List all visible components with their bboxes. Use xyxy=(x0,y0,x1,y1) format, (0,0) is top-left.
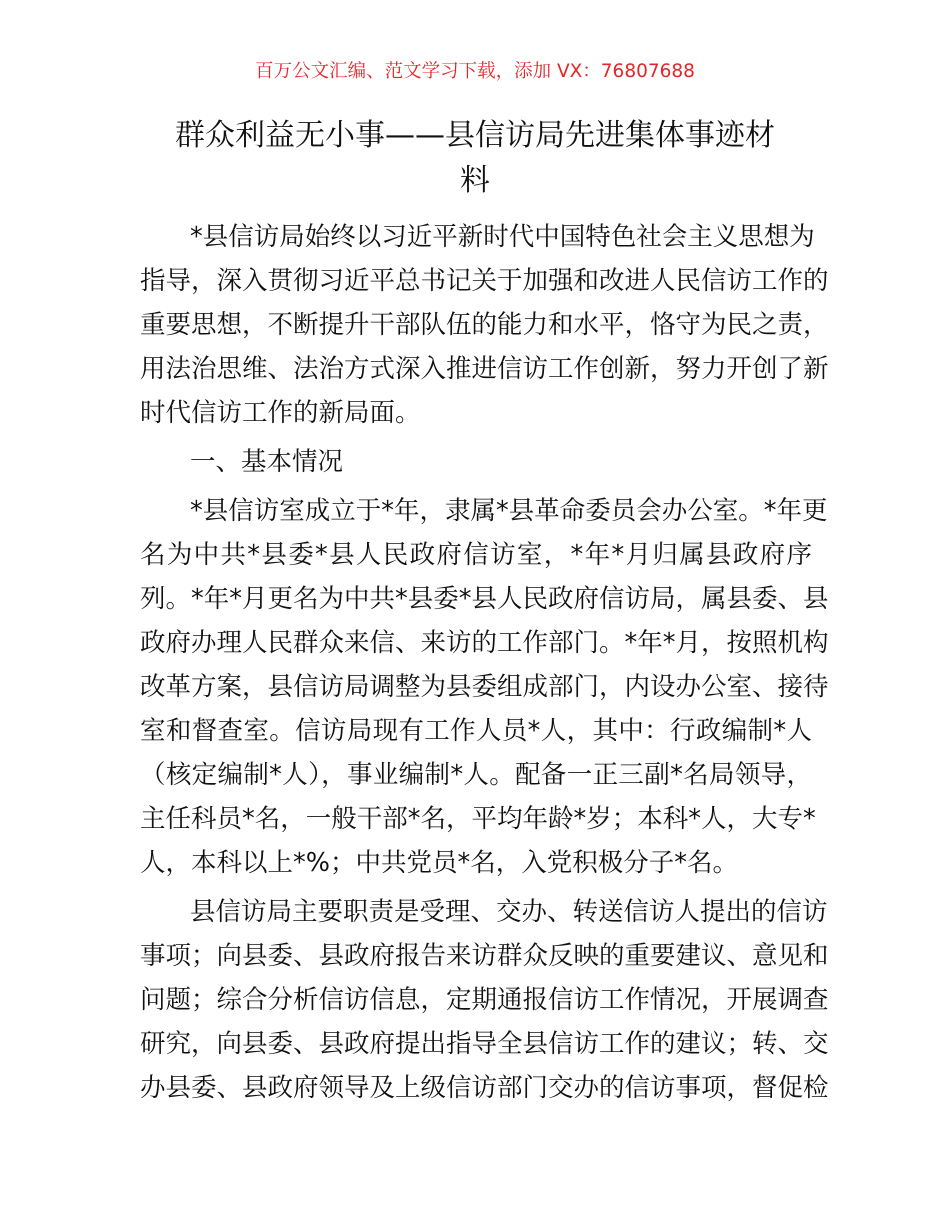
text-line: 用法治思维、法治方式深入推进信访工作创新，努力开创了新 xyxy=(140,354,829,384)
document-title xyxy=(140,113,810,203)
intro-paragraph xyxy=(140,215,829,435)
text-line: 政府办理人民群众来信、来访的工作部门。*年*月，按照机构 xyxy=(140,628,829,658)
text-line: *县信访室成立于*年，隶属*县革命委员会办公室。*年更 xyxy=(190,496,828,526)
text-line: 一、基本情况 xyxy=(190,447,344,477)
text-line: 列。*年*月更名为中共*县委*县人民政府信访局，属县委、县 xyxy=(140,584,829,614)
text-line: （核定编制*人），事业编制*人。配备一正三副*名局领导， xyxy=(140,760,812,790)
basic-info-paragraph xyxy=(140,489,829,885)
text-line: 改革方案，县信访局调整为县委组成部门，内设办公室、接待 xyxy=(140,672,829,702)
text-line: 指导，深入贯彻习近平总书记关于加强和改进人民信访工作的 xyxy=(140,266,829,296)
section-heading xyxy=(140,440,812,484)
text-line: 问题；综合分析信访信息，定期通报信访工作情况，开展调查 xyxy=(140,985,829,1015)
text-line: 研究，向县委、县政府提出指导全县信访工作的建议；转、交 xyxy=(140,1029,829,1059)
text-line: 县信访局主要职责是受理、交办、转送信访人提出的信访 xyxy=(190,897,828,927)
text-line: 室和督查室。信访局现有工作人员*人，其中：行政编制*人 xyxy=(140,716,812,746)
title-line: 群众利益无小事——县信访局先进集体事迹材 xyxy=(175,118,775,153)
duties-paragraph xyxy=(140,890,829,1110)
title-line: 料 xyxy=(460,163,490,198)
text-line: 事项；向县委、县政府报告来访群众反映的重要建议、意见和 xyxy=(140,941,829,971)
text-line: 名为中共*县委*县人民政府信访室，*年*月归属县政府序 xyxy=(140,540,812,570)
text-line: 人，本科以上*%；中共党员*名，入党积极分子*名。 xyxy=(140,848,738,878)
text-line: 办县委、县政府领导及上级信访部门交办的信访事项，督促检 xyxy=(140,1073,829,1103)
text-line: 主任科员*名，一般干部*名，平均年龄*岁；本科*人，大专* xyxy=(140,804,816,834)
watermark-header: 百万公文汇编、范文学习下载，添加 VX：76807688 xyxy=(255,61,695,82)
text-line: *县信访局始终以习近平新时代中国特色社会主义思想为 xyxy=(190,222,815,252)
document-body xyxy=(140,215,829,1115)
text-line: 时代信访工作的新局面。 xyxy=(140,398,421,428)
text-line: 重要思想，不断提升干部队伍的能力和水平，恪守为民之责， xyxy=(140,310,829,340)
